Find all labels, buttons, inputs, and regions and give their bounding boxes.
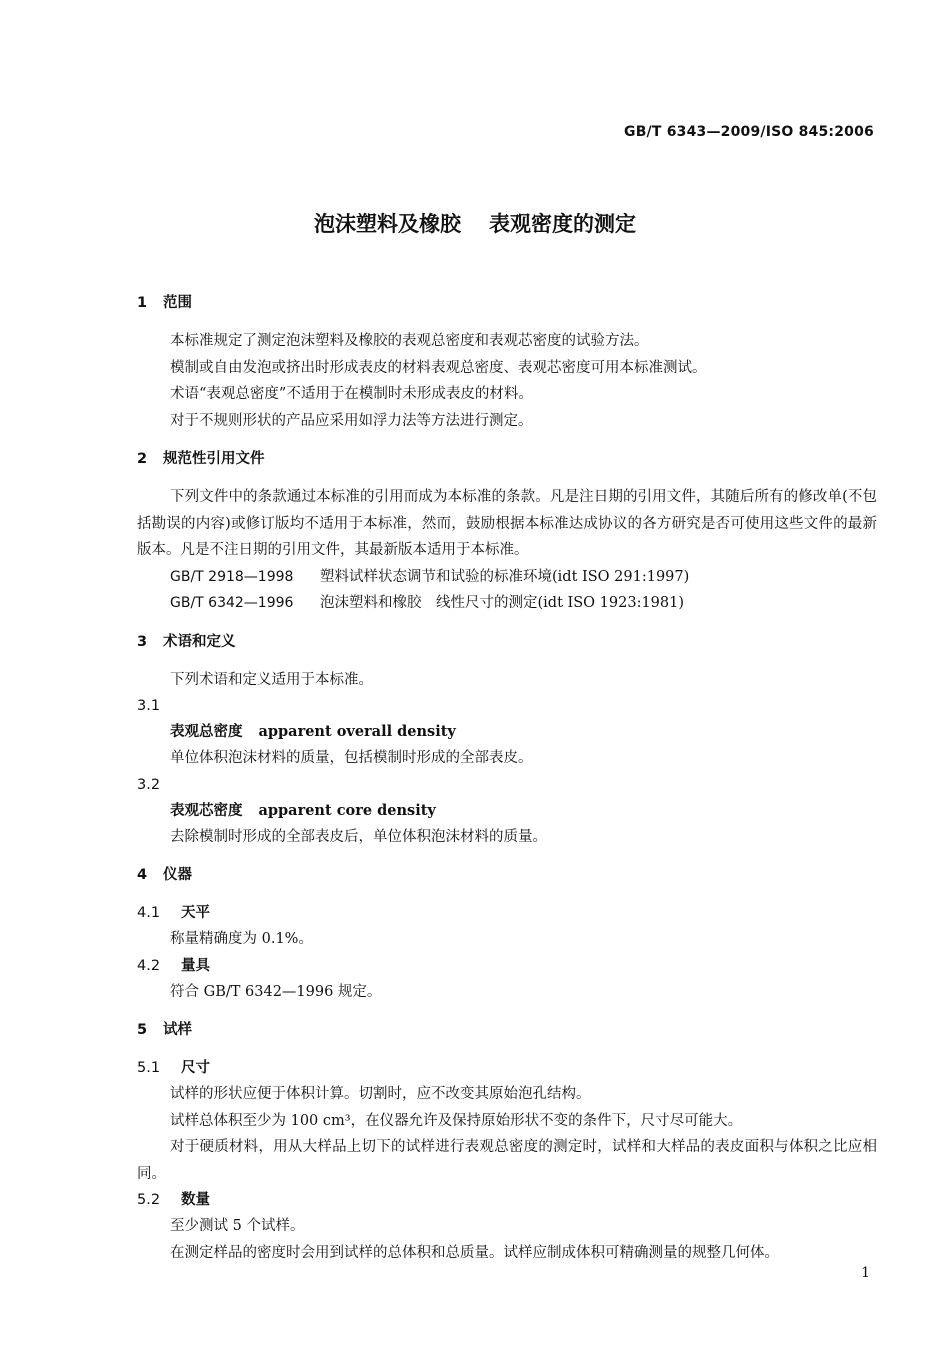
term-definition: 单位体积泡沫材料的质量，包括模制时形成的全部表皮。 [170,750,533,766]
subsection-heading [137,900,877,926]
section-title: 术语和定义 [163,633,236,650]
section-number: 3 [137,633,148,650]
document-title [0,208,950,238]
section-title: 试样 [163,1022,192,1038]
reference-code: GB/T 2918—1998 [170,568,294,585]
paragraph: 模制或自由发泡或挤出时形成表皮的材料表观总密度、表观芯密度可用本标准测试。 [170,359,707,376]
paragraph: 在测定样品的密度时会用到试样的总体积和总质量。试样应制成体积可精确测量的规整几何体。 [170,1244,779,1261]
subsection-heading [137,1187,877,1213]
paragraph: 至少测试 5 个试样。 [170,1218,305,1234]
document-body [137,290,877,1266]
section-title: 仪器 [163,867,192,883]
paragraph: 术语“表观总密度”不适用于在模制时未形成表皮的材料。 [170,386,533,402]
subsection-heading [137,1055,877,1081]
subsection-heading [137,953,877,979]
title-part-1: 泡沫塑料及橡胶 [314,212,461,236]
paragraph: 称量精确度为 0.1%。 [170,931,313,947]
paragraph: 符合 GB/T 6342—1996 规定。 [170,983,382,1000]
reference-title: 泡沫塑料和橡胶 线性尺寸的测定(idt ISO 1923:1981) [320,595,685,611]
term-heading [137,798,877,824]
paragraph: 下列术语和定义适用于本标准。 [170,671,373,688]
subsection-number: 4.1 [137,905,161,921]
term-en: apparent overall density [258,723,456,740]
reference-item [137,564,877,591]
paragraph: 对于硬质材料，用从大样品上切下的试样进行表观总密度的测定时，试样和大样品的表皮面积与体积之比应相同。 [137,1139,877,1182]
paragraph: 下列文件中的条款通过本标准的引用而成为本标准的条款。凡是注日期的引用文件，其随后所有的修改单(不包括勘误的内容)或修订版均不适用于本标准，然而，鼓励根据本标准达成协议的各方研究是否可使用这些文件的最新版本。凡是不注日期的引用文件，其最新版本适用于本标准。 [137,489,877,558]
reference-item [137,590,877,617]
section-1-heading [137,290,877,316]
document-code-header: GB/T 6343—2009/ISO 845:2006 [624,124,874,140]
section-title: 规范性引用文件 [163,451,265,467]
title-part-2: 表观密度的测定 [489,212,636,236]
term-number: 3.1 [137,698,161,714]
term-heading [137,719,877,745]
section-title: 范围 [163,295,192,311]
paragraph: 试样的形状应便于体积计算。切割时，应不改变其原始泡孔结构。 [170,1086,591,1102]
term-definition: 去除模制时形成的全部表皮后，单位体积泡沫材料的质量。 [170,828,547,845]
section-number: 2 [137,451,148,467]
subsection-number: 5.1 [137,1060,161,1076]
section-number: 1 [137,295,148,311]
paragraph: 试样总体积至少为 100 cm³，在仪器允许及保持原始形状不变的条件下，尺寸尽可能大。 [170,1112,743,1129]
subsection-title: 数量 [181,1192,210,1208]
subsection-title: 天平 [181,905,210,921]
subsection-title: 量具 [181,957,210,974]
reference-code: GB/T 6342—1996 [170,595,294,611]
paragraph: 本标准规定了测定泡沫塑料及橡胶的表观总密度和表观芯密度的试验方法。 [170,333,649,349]
term-zh: 表观芯密度 [170,801,243,819]
section-4-heading [137,862,877,888]
subsection-number: 4.2 [137,957,161,974]
section-5-heading [137,1017,877,1043]
section-number: 5 [137,1022,148,1038]
section-2-heading [137,446,877,472]
section-number: 4 [137,867,148,883]
term-en: apparent core density [258,801,436,819]
section-3-heading [137,629,877,655]
reference-title: 塑料试样状态调节和试验的标准环境(idt ISO 291:1997) [320,568,690,585]
term-zh: 表观总密度 [170,723,243,740]
page-number: 1 [861,1265,870,1281]
term-number: 3.2 [137,776,161,793]
subsection-title: 尺寸 [181,1060,210,1076]
paragraph: 对于不规则形状的产品应采用如浮力法等方法进行测定。 [170,412,533,429]
subsection-number: 5.2 [137,1192,161,1208]
